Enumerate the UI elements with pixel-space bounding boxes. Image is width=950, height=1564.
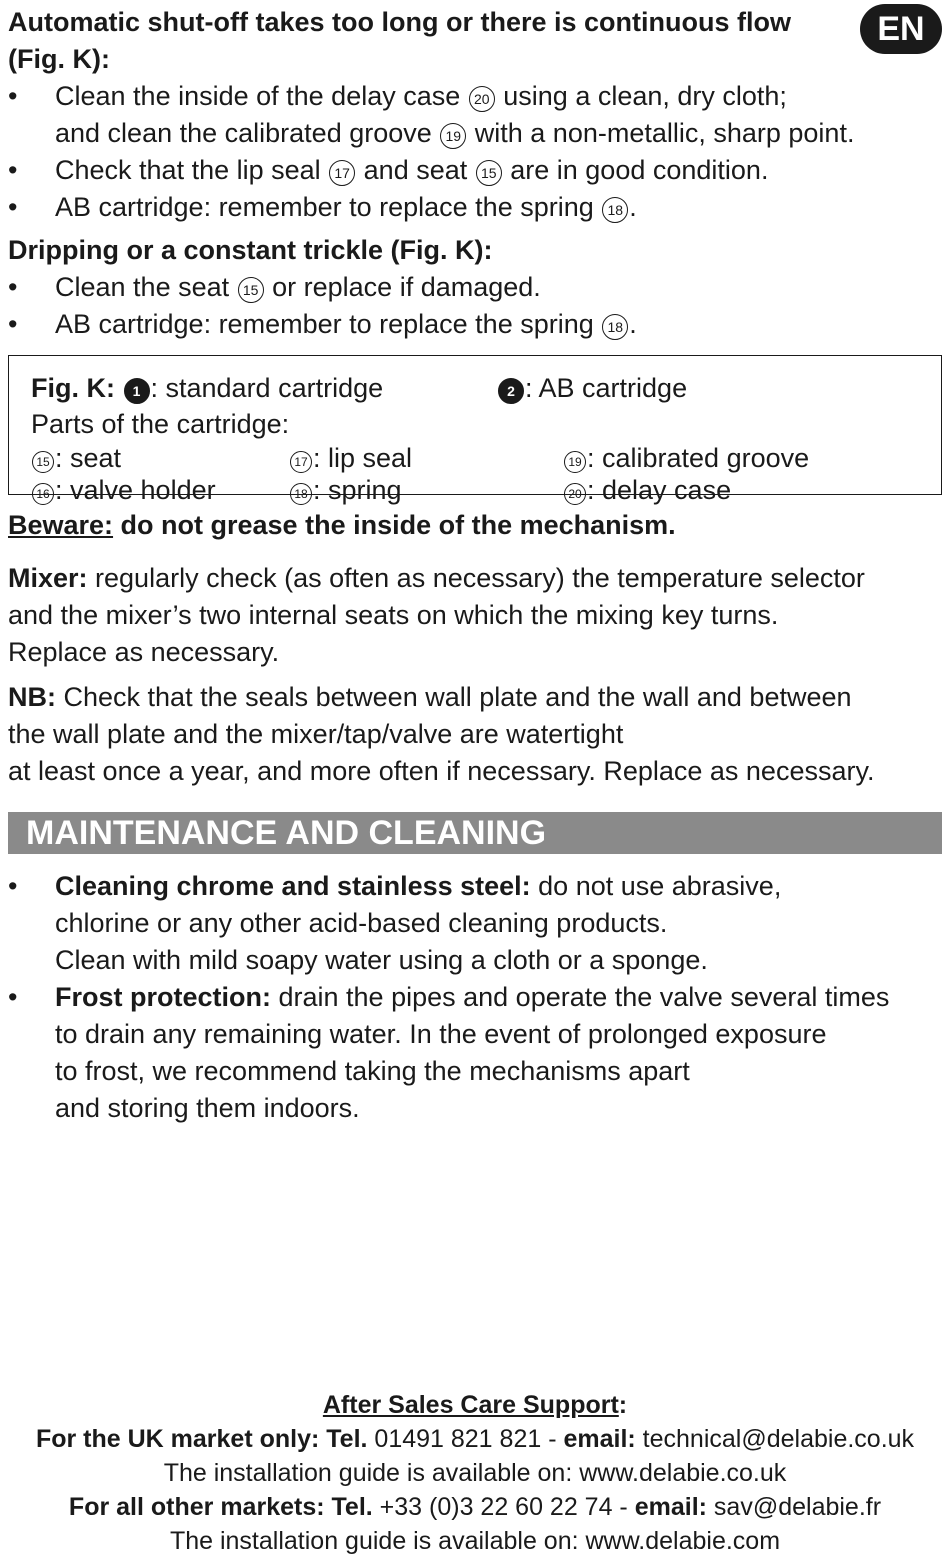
other-email-link[interactable]: sav@delabie.fr [706, 1493, 882, 1521]
language-badge: EN [860, 4, 942, 54]
shutoff-list [8, 78, 942, 226]
list-item: • Clean the seat 15 or replace if damaged. [8, 269, 942, 306]
part-item: 17 : lip seal [289, 440, 412, 477]
part-number-badge: 18 [602, 197, 628, 223]
part-item: 16 : valve holder [31, 472, 216, 509]
dripping-list [8, 269, 942, 343]
list-item: • Frost protection: drain the pipes and operate the valve several times to drain any remaining water. In the event of prolonged exposure to frost, we recommend taking the mechanisms apart and storing them indoors. [8, 979, 942, 1127]
figure-label: Fig. K: [31, 373, 115, 403]
parts-label: Parts of the cartridge: [31, 409, 290, 439]
footer-other-contact: For all other markets: Tel. +33 (0)3 22 60 22 74 - email: sav@delabie.fr [68, 1493, 882, 1521]
cartridge-1-badge: 1 [124, 378, 150, 404]
nb-note: NB: Check that the seals between wall plate and the wall and between the wall plate and the mixer/tap/valve are watertight at least once a year, and more often if necessary. Replace as necessary. [8, 682, 875, 786]
part-number-badge: 15 [238, 277, 264, 303]
uk-email-link[interactable]: technical@delabie.co.uk [635, 1425, 915, 1453]
figure-legend-ab: 2 : AB cartridge [497, 370, 687, 407]
maintenance-list [8, 868, 942, 1127]
document-page [8, 4, 942, 1127]
list-item: • Clean the inside of the delay case 20 using a clean, dry cloth; and clean the calibrated groove 19 with a non-metallic, sharp point. [8, 78, 942, 152]
after-sales-footer [0, 1388, 950, 1558]
footer-uk-contact: For the UK market only: Tel. 01491 821 821 - email: technical@delabie.co.uk [35, 1425, 915, 1453]
footer-other-guide: The installation guide is available on: www.delabie.com [169, 1527, 781, 1555]
section-title-maintenance: MAINTENANCE AND CLEANING [8, 812, 942, 854]
list-item: • Check that the lip seal 17 and seat 15 are in good condition. [8, 152, 942, 189]
figure-legend-row: Fig. K: 1 : standard cartridge [31, 373, 384, 403]
footer-uk-guide: The installation guide is available on: www.delabie.co.uk [163, 1459, 787, 1487]
part-number-badge: 20 [469, 86, 495, 112]
cartridge-2-badge: 2 [498, 378, 524, 404]
list-item: • AB cartridge: remember to replace the spring 18 . [8, 189, 942, 226]
section-heading-dripping: Dripping or a constant trickle (Fig. K): [8, 235, 493, 265]
part-number-badge: 17 [329, 160, 355, 186]
part-number-badge: 18 [602, 314, 628, 340]
figure-legend-box [8, 355, 942, 505]
footer-title: After Sales Care Support: [322, 1391, 628, 1419]
part-item: 19 : calibrated groove [563, 440, 809, 477]
list-item: • Cleaning chrome and stainless steel: do not use abrasive, chlorine or any other acid-based cleaning products. Clean with mild soapy water using a cloth or a sponge. [8, 868, 942, 979]
part-item: 18 : spring [289, 472, 402, 509]
mixer-note: Mixer: regularly check (as often as necessary) the temperature selector and the mixer’s two internal seats on which the mixing key turns. Replace as necessary. [8, 563, 865, 667]
section-heading-shutoff: Automatic shut-off takes too long or there is continuous flow (Fig. K): [8, 7, 791, 74]
part-number-badge: 15 [476, 160, 502, 186]
beware-note: Beware: do not grease the inside of the mechanism. [8, 510, 676, 540]
list-item: • AB cartridge: remember to replace the spring 18 . [8, 306, 942, 343]
part-item: 20 : delay case [563, 472, 731, 509]
part-item: 15 : seat [31, 440, 121, 477]
part-number-badge: 19 [440, 123, 466, 149]
